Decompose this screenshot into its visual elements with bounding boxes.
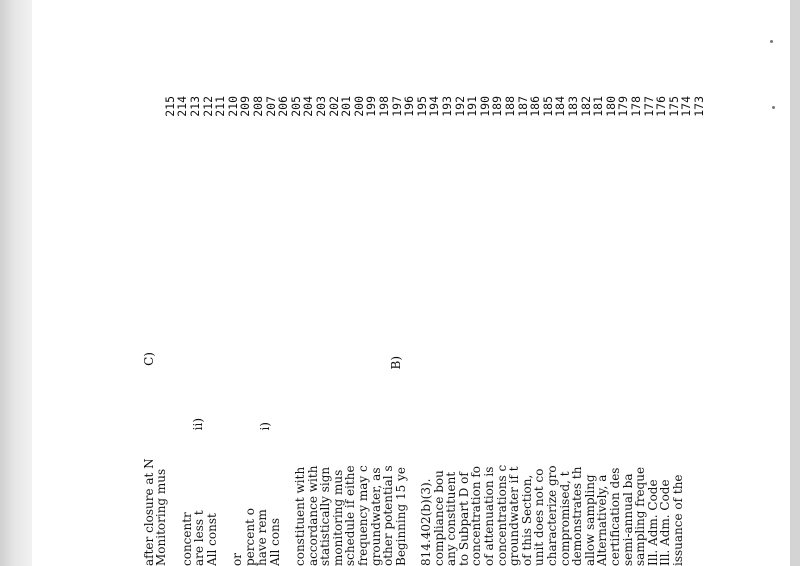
- line-number: 196: [402, 96, 417, 117]
- body-line: frequency may c: [356, 465, 370, 566]
- body-line: Alternatively, a: [595, 474, 610, 566]
- line-number: 202: [326, 96, 341, 117]
- body-line: or: [230, 553, 244, 566]
- body-line: other potential s: [381, 465, 396, 566]
- scan-edge-left: [0, 0, 32, 566]
- body-line: certification des: [608, 467, 622, 566]
- scanned-page: [32, 0, 790, 566]
- line-number: 189: [490, 96, 505, 117]
- line-number: 174: [679, 96, 694, 117]
- body-line: have rem: [255, 509, 270, 566]
- line-number: 175: [666, 96, 681, 117]
- body-line: compromised, t: [557, 471, 572, 566]
- body-line: compliance bou: [431, 470, 446, 566]
- line-number: 213: [188, 96, 202, 117]
- body-line: sampling freque: [633, 466, 648, 566]
- scan-edge-right: [790, 0, 800, 566]
- line-number: 190: [477, 96, 492, 117]
- body-line: groundwater if t: [507, 466, 522, 566]
- body-line: Ill. Adm. Code: [645, 479, 660, 566]
- line-number: 211: [213, 96, 228, 117]
- line-number: 192: [452, 96, 467, 117]
- line-number: 185: [540, 96, 555, 117]
- body-line: characterize gro: [545, 465, 559, 566]
- body-line: All cons: [267, 518, 282, 566]
- section-marker-b: B): [389, 356, 403, 370]
- line-number: 206: [276, 96, 291, 117]
- line-number: 188: [503, 96, 517, 117]
- line-number: 187: [515, 96, 530, 117]
- line-number: 181: [591, 96, 606, 117]
- line-number: 209: [238, 96, 253, 117]
- line-number: 207: [263, 96, 278, 117]
- body-line: Beginning 15 ye: [393, 467, 408, 566]
- line-number: 182: [578, 96, 593, 117]
- line-number: 183: [566, 96, 580, 117]
- section-marker-ii: ii): [191, 418, 205, 431]
- line-number: 214: [175, 96, 190, 117]
- body-line: issuance of the: [671, 474, 685, 566]
- line-number: 212: [200, 96, 215, 117]
- body-line: accordance with: [305, 465, 320, 566]
- body-line: concentration fo: [469, 465, 484, 566]
- line-number: 191: [465, 96, 480, 117]
- line-number: 177: [641, 96, 656, 117]
- body-line: of this Section,: [519, 474, 534, 566]
- line-number: 208: [251, 96, 265, 117]
- body-line: Ill. Adm. Code: [658, 479, 673, 566]
- line-number: 178: [629, 96, 643, 117]
- section-marker-c: C): [142, 352, 156, 366]
- line-number: 210: [225, 96, 240, 117]
- body-line: allow sampling: [582, 474, 597, 566]
- body-line: 814.402(b)(3).: [419, 478, 433, 566]
- body-line: concentr: [179, 512, 194, 566]
- body-line: semi-annual ba: [620, 473, 635, 566]
- body-line: are less t: [192, 510, 207, 566]
- body-line: Monitoring mus: [154, 468, 169, 566]
- body-line: of attenuation is: [482, 466, 496, 566]
- line-number: 184: [553, 96, 568, 117]
- body-line: monitoring mus: [330, 469, 345, 566]
- line-number: 173: [692, 96, 706, 117]
- line-number: 193: [440, 96, 454, 117]
- line-number: 198: [377, 96, 391, 117]
- line-number: 179: [616, 96, 631, 117]
- scan-speck: [772, 106, 775, 109]
- line-number: 203: [314, 96, 328, 117]
- line-number: 205: [288, 96, 303, 117]
- body-line: unit does not co: [532, 468, 547, 566]
- line-number: 195: [414, 96, 429, 117]
- body-line: after closure at N: [141, 458, 156, 566]
- body-line: groundwater, as: [368, 467, 383, 566]
- line-number: 197: [389, 96, 404, 117]
- body-line: concentrations c: [494, 464, 509, 566]
- line-number: 180: [603, 96, 618, 117]
- body-line: All const: [204, 513, 219, 566]
- body-line: any constituent: [444, 471, 459, 566]
- scan-speck: [770, 40, 773, 43]
- body-line: schedule if eithe: [343, 465, 358, 566]
- line-number: 200: [351, 96, 366, 117]
- body-line: constituent with: [293, 466, 307, 566]
- section-marker-i: i): [258, 422, 272, 431]
- line-number: 204: [301, 96, 316, 117]
- line-number: 201: [339, 96, 354, 117]
- line-number: 199: [364, 96, 379, 117]
- body-line: statistically sign: [318, 466, 333, 566]
- body-line: demonstrates th: [570, 466, 585, 566]
- line-number: 215: [162, 96, 177, 117]
- line-number: 176: [654, 96, 669, 117]
- body-line: to Subpart D of: [456, 472, 471, 566]
- body-line: percent o: [242, 508, 257, 566]
- line-number: 194: [427, 96, 442, 117]
- line-number: 186: [528, 96, 543, 117]
